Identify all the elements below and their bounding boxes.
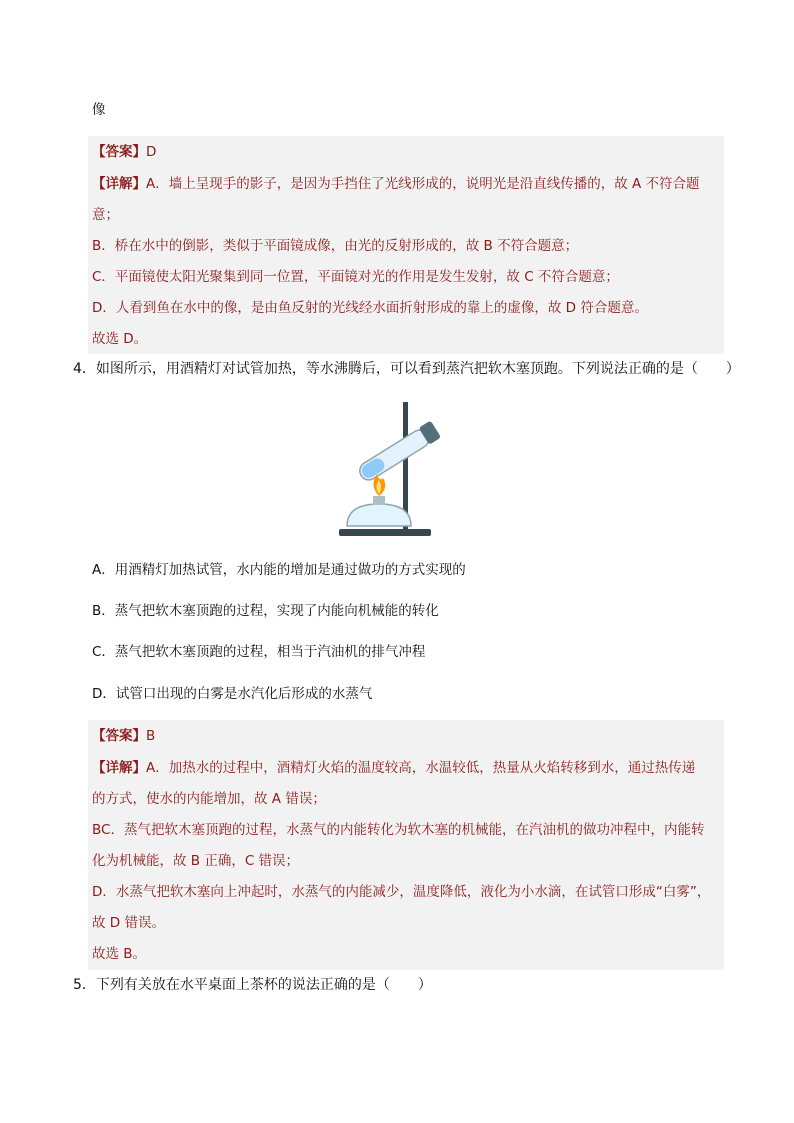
- answer-value: B: [146, 728, 156, 744]
- q4-option-c: C．蒸气把软木塞顶跑的过程，相当于汽油机的排气冲程: [92, 644, 426, 660]
- q5-stem: 5．下列有关放在水平桌面上茶杯的说法正确的是（ ）: [73, 977, 432, 993]
- q4-answer-box: [88, 720, 724, 970]
- q4-option-a: A．用酒精灯加热试管，水内能的增加是通过做功的方式实现的: [92, 562, 466, 578]
- q4-explain-line-2: 的方式，使水的内能增加，故 A 错误；: [92, 791, 326, 807]
- q4-conclusion: 故选 B。: [92, 946, 147, 962]
- explain-tag: 【详解】: [92, 176, 146, 192]
- previous-text-tail: 像: [92, 102, 106, 118]
- q3-explain-line-5: D．人看到鱼在水中的像，是由鱼反射的光线经水面折射形成的靠上的虚像，故 D 符合题意。: [92, 300, 648, 316]
- explain-tag: 【详解】: [92, 760, 146, 776]
- q4-stem: 4．如图所示，用酒精灯对试管加热，等水沸腾后，可以看到蒸汽把软木塞顶跑。下列说法正确的是（ ）: [73, 361, 740, 377]
- q3-conclusion: 故选 D。: [92, 331, 148, 347]
- q3-explain-line-2: 意；: [92, 207, 119, 223]
- q3-answer-line: [92, 143, 156, 161]
- q3-explain-line-1: [92, 175, 700, 193]
- explain-text: A．加热水的过程中，酒精灯火焰的温度较高，水温较低，热量从火焰转移到水，通过热传递: [146, 760, 696, 776]
- q4-option-b: B．蒸气把软木塞顶跑的过程，实现了内能向机械能的转化: [92, 603, 439, 619]
- explain-text: A．墙上呈现手的影子，是因为手挡住了光线形成的，说明光是沿直线传播的，故 A 不符合题: [146, 176, 700, 192]
- q4-option-d: D．试管口出现的白雾是水汽化后形成的水蒸气: [92, 686, 373, 702]
- q4-explain-line-4: 化为机械能，故 B 正确，C 错误；: [92, 853, 300, 869]
- q4-explain-line-6: 故 D 错误。: [92, 915, 165, 931]
- answer-value: D: [146, 144, 157, 160]
- alcohol-lamp-test-tube-figure: [335, 398, 455, 540]
- answer-tag: 【答案】: [92, 728, 146, 744]
- q4-explain-line-5: D．水蒸气把软木塞向上冲起时，水蒸气的内能减少，温度降低，液化为小水滴，在试管口形成“白雾”，: [92, 884, 711, 900]
- q3-explain-line-4: C．平面镜使太阳光聚集到同一位置，平面镜对光的作用是发生发射，故 C 不符合题意；: [92, 269, 619, 285]
- answer-tag: 【答案】: [92, 144, 146, 160]
- q4-answer-line: [92, 727, 155, 745]
- q4-explain-line-3: BC．蒸气把软木塞顶跑的过程，水蒸气的内能转化为软木塞的机械能，在汽油机的做功冲程中，内能转: [92, 822, 705, 838]
- q4-explain-line-1: [92, 759, 695, 777]
- q3-explain-line-3: B．桥在水中的倒影，类似于平面镜成像，由光的反射形成的，故 B 不符合题意；: [92, 238, 579, 254]
